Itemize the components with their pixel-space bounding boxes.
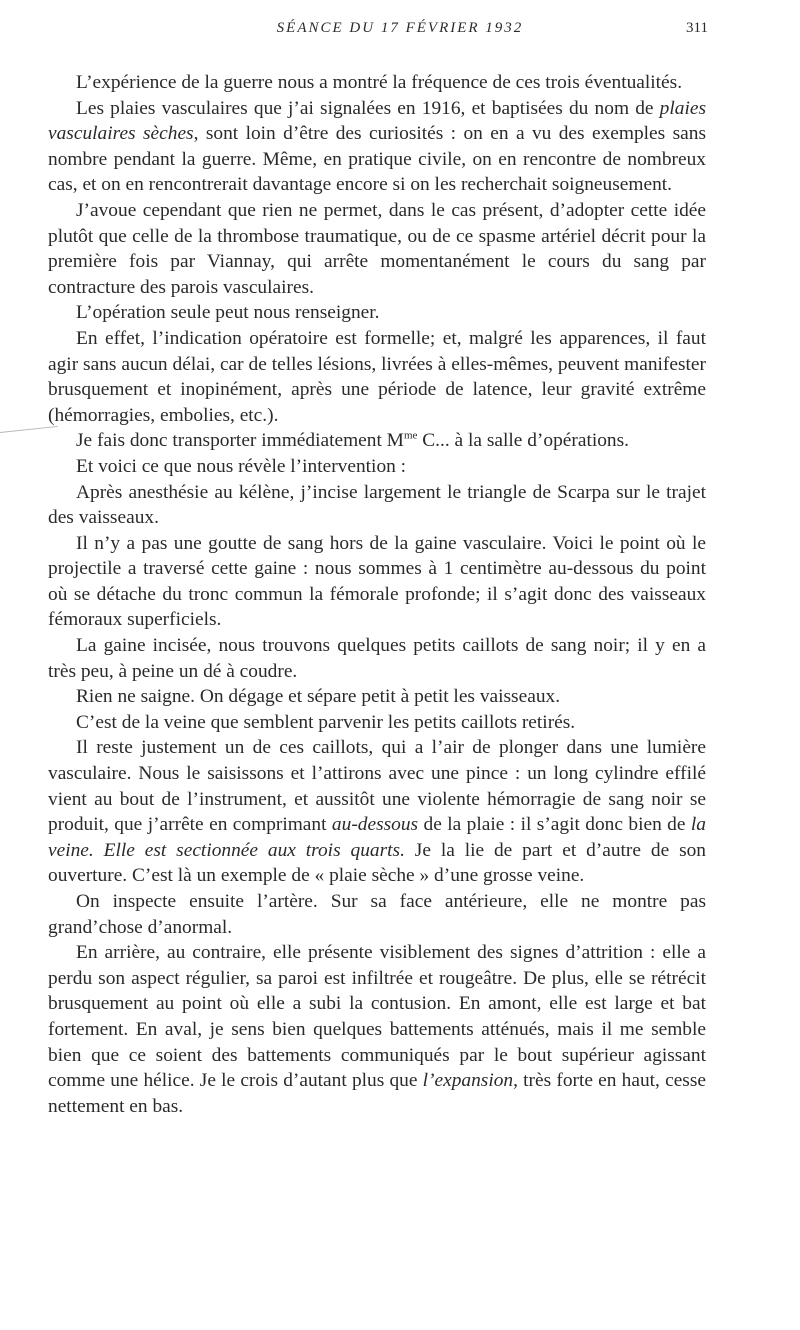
emphasis-expansion: l’expansion — [422, 1070, 514, 1092]
paragraph-14: On inspecte ensuite l’artère. Sur sa face antérieure, elle ne montre pas grand’chose d’anormal. — [48, 891, 706, 938]
paragraph-3: J’avoue cependant que rien ne permet, dans le cas présent, d’adopter cette idée plutôt que celle de la thrombose traumatique, ou de ce spasme artériel décrit pour la première fois par Viannay, qui arrête momentanément le cours du sang par contracture des parois vasculaires. — [48, 199, 706, 298]
emphasis-veine-sectionnee: la veine. Elle est sectionnée aux trois quarts. — [48, 814, 706, 861]
body-text — [48, 70, 706, 1119]
paragraph-10: La gaine incisée, nous trouvons quelques petits caillots de sang noir; il y en a très peu, à peine un dé à coudre. — [48, 635, 706, 682]
paragraph-7: Et voici ce que nous révèle l’intervention : — [76, 455, 407, 477]
paragraph-2: Les plaies vasculaires que j’ai signalées en 1916, et baptisées du nom de plaies vasculaires sèches, sont loin d’être des curiosités : on en a vu des exemples sans nombre pendant la guerre. Même, en pratique civile, on en rencontre de nombreux cas, et on en rencontrerait davantage encore si on les recherchait soigneusement. — [48, 97, 706, 196]
page-number: 311 — [686, 20, 708, 36]
emphasis-au-dessous: au-dessous — [331, 814, 419, 836]
paragraph-1: L’expérience de la guerre nous a montré la fréquence de ces trois éventualités. — [76, 72, 683, 93]
paragraph-13: Il reste justement un de ces caillots, qui a l’air de plonger dans une lumière vasculaire. Nous le saisissons et l’attirons avec une pince : un long cylindre effilé vient au bout de l’instrument, et aussitôt une violente hémorragie de sang noir se produit, que j’arrête en comprimant au-dessous de la plaie : il s’agit donc bien de la veine. Elle est sectionnée aux trois quarts. Je la lie de part et d’autre de son ouverture. C’est là un exemple de « plaie sèche » d’une grosse veine. — [48, 737, 707, 887]
paragraph-4: L’opération seule peut nous renseigner. — [76, 302, 380, 324]
running-title: SÉANCE DU 17 FÉVRIER 1932 — [276, 20, 524, 36]
paragraph-15: En arrière, au contraire, elle présente visiblement des signes d’attrition : elle a perdu son aspect régulier, sa paroi est infiltrée et rougeâtre. De plus, elle se rétrécit brusquement au point où elle a subi la contusion. En amont, elle est large et bat fortement. En aval, je sens bien quelques battements atténués, mais il me semble bien que ce soient des battements communiqués par le bout supérieur agissant comme une hélice. Je le crois d’autant plus que l’expansion, très forte en haut, cesse nettement en bas. — [48, 942, 706, 1117]
paragraph-11: Rien ne saigne. On dégage et sépare petit à petit les vaisseaux. — [76, 686, 561, 708]
paragraph-9: Il n’y a pas une goutte de sang hors de la gaine vasculaire. Voici le point où le projectile a traversé cette gaine : nous sommes à 1 centimètre au-dessous du point où se détache du tronc commun la fémorale profonde; il s’agit donc des vaisseaux fémoraux superficiels. — [48, 532, 706, 631]
emphasis-plaies-seches: plaies vasculaires sèches — [48, 97, 706, 145]
page-header — [0, 20, 800, 44]
paragraph-12: C’est de la veine que semblent parvenir les petits caillots retirés. — [76, 711, 576, 733]
paragraph-5: En effet, l’indication opératoire est formelle; et, malgré les apparences, il faut agir sans aucun délai, car de telles lésions, livrées à elles-mêmes, peuvent manifester brusquement et inopinément, après une période de latence, leur gravité extrême (hémorragies, embolies, etc.). — [48, 327, 706, 426]
superscript-me: me — [403, 429, 418, 442]
paragraph-8: Après anesthésie au kélène, j’incise largement le triangle de Scarpa sur le trajet des vaisseaux. — [48, 481, 706, 529]
paragraph-6: Je fais donc transporter immédiatement $M^{me}$ C... à la salle d’opérations. — [76, 429, 630, 452]
